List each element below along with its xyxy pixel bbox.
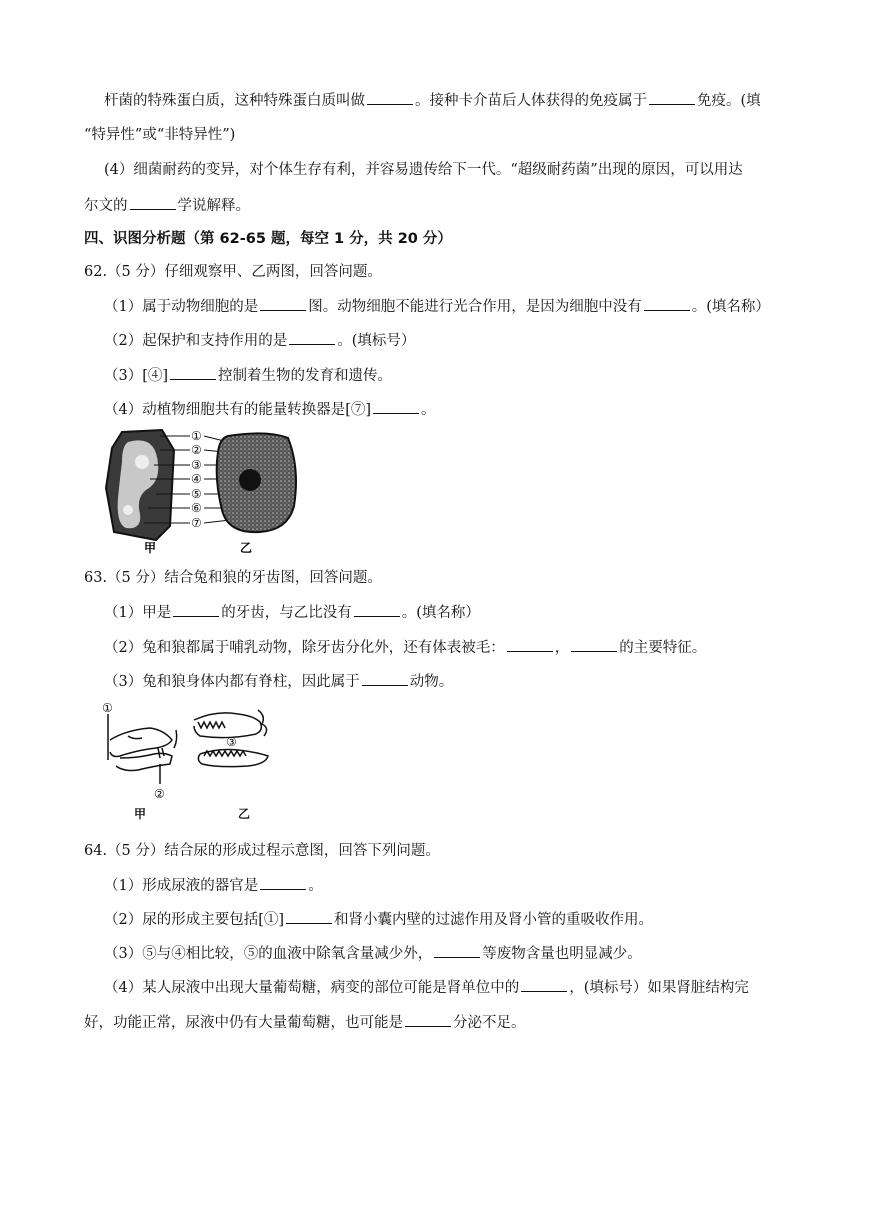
q62-sub-4: （4）动植物细胞共有的能量转换器是[⑦] 。 bbox=[104, 399, 436, 420]
teeth-label-2: ② bbox=[154, 787, 165, 801]
answer-blank[interactable] bbox=[260, 875, 306, 890]
answer-blank[interactable] bbox=[434, 943, 480, 958]
cell-label-6: ⑥ bbox=[191, 501, 202, 515]
answer-blank[interactable] bbox=[286, 909, 332, 924]
q64-sub-4: （4）某人尿液中出现大量葡萄糖，病变的部位可能是肾单位中的 ，(填标号）如果肾脏结构完 bbox=[104, 977, 749, 998]
cell-label-3: ③ bbox=[191, 458, 202, 472]
cell-figure bbox=[100, 428, 310, 556]
teeth-label-3: ③ bbox=[226, 735, 237, 749]
answer-blank[interactable] bbox=[173, 602, 219, 617]
q62-title: 62.（5 分）仔细观察甲、乙两图，回答问题。 bbox=[84, 264, 382, 280]
q63-title: 63.（5 分）结合兔和狼的牙齿图，回答问题。 bbox=[84, 570, 382, 586]
q64-sub-5: 好，功能正常，尿液中仍有大量葡萄糖，也可能是 分泌不足。 bbox=[84, 1012, 526, 1033]
animal-cell bbox=[217, 433, 296, 532]
q64-sub-3: （3）⑤与④相比较，⑤的血液中除氧含量减少外， 等废物含量也明显减少。 bbox=[104, 943, 642, 964]
answer-blank[interactable] bbox=[405, 1012, 451, 1027]
q61-line-2: “特异性”或“非特异性”) bbox=[84, 127, 236, 143]
q64-title: 64.（5 分）结合尿的形成过程示意图，回答下列问题。 bbox=[84, 843, 440, 859]
answer-blank[interactable] bbox=[521, 977, 567, 992]
cell-label-1: ① bbox=[191, 429, 202, 443]
q62-sub-3: （3）[④] 控制着生物的发育和遗传。 bbox=[104, 365, 392, 386]
answer-blank[interactable] bbox=[649, 90, 695, 105]
q61-line-3: (4）细菌耐药的变异，对个体生存有利，并容易遗传给下一代。“超级耐药菌”出现的原因，可以用达 bbox=[104, 162, 743, 178]
cell-label-2: ② bbox=[191, 443, 202, 457]
q62-sub-2: （2）起保护和支持作用的是 。(填标号） bbox=[104, 330, 415, 351]
q64-sub-1: （1）形成尿液的器官是 。 bbox=[104, 875, 323, 896]
cell-label-5: ⑤ bbox=[191, 487, 202, 501]
rabbit-caption: 甲 bbox=[134, 807, 147, 821]
answer-blank[interactable] bbox=[367, 90, 413, 105]
cell-label-4: ④ bbox=[191, 472, 202, 486]
answer-blank[interactable] bbox=[373, 399, 419, 414]
answer-blank[interactable] bbox=[170, 365, 216, 380]
answer-blank[interactable] bbox=[354, 602, 400, 617]
answer-blank[interactable] bbox=[260, 296, 306, 311]
q61-line-4: 尔文的 学说解释。 bbox=[84, 195, 250, 216]
answer-blank[interactable] bbox=[507, 637, 553, 652]
animal-caption: 乙 bbox=[240, 541, 253, 555]
wolf-caption: 乙 bbox=[238, 807, 251, 821]
plant-caption: 甲 bbox=[144, 541, 157, 555]
cell-label-7: ⑦ bbox=[191, 516, 202, 530]
q64-sub-2: （2）尿的形成主要包括[①] 和肾小囊内壁的过滤作用及肾小管的重吸收作用。 bbox=[104, 909, 653, 930]
answer-blank[interactable] bbox=[362, 671, 408, 686]
q61-line-1: 杆菌的特殊蛋白质，这种特殊蛋白质叫做 。接种卡介苗后人体获得的免疫属于 免疫。(填 bbox=[104, 90, 761, 111]
answer-blank[interactable] bbox=[644, 296, 690, 311]
answer-blank[interactable] bbox=[289, 330, 335, 345]
q62-sub-1: （1）属于动物细胞的是 图。动物细胞不能进行光合作用，是因为细胞中没有 。(填名称） bbox=[104, 296, 770, 317]
section-heading: 四、识图分析题（第 62-65 题，每空 1 分，共 20 分） bbox=[84, 231, 452, 247]
answer-blank[interactable] bbox=[571, 637, 617, 652]
teeth-label-1: ① bbox=[102, 701, 113, 715]
q63-sub-2: （2）兔和狼都属于哺乳动物，除牙齿分化外，还有体表被毛： ， 的主要特征。 bbox=[104, 637, 706, 658]
answer-blank[interactable] bbox=[130, 195, 176, 210]
teeth-figure bbox=[98, 700, 288, 822]
q63-sub-1: （1）甲是 的牙齿，与乙比没有 。(填名称） bbox=[104, 602, 480, 623]
q63-sub-3: （3）兔和狼身体内都有脊柱，因此属于 动物。 bbox=[104, 671, 453, 692]
